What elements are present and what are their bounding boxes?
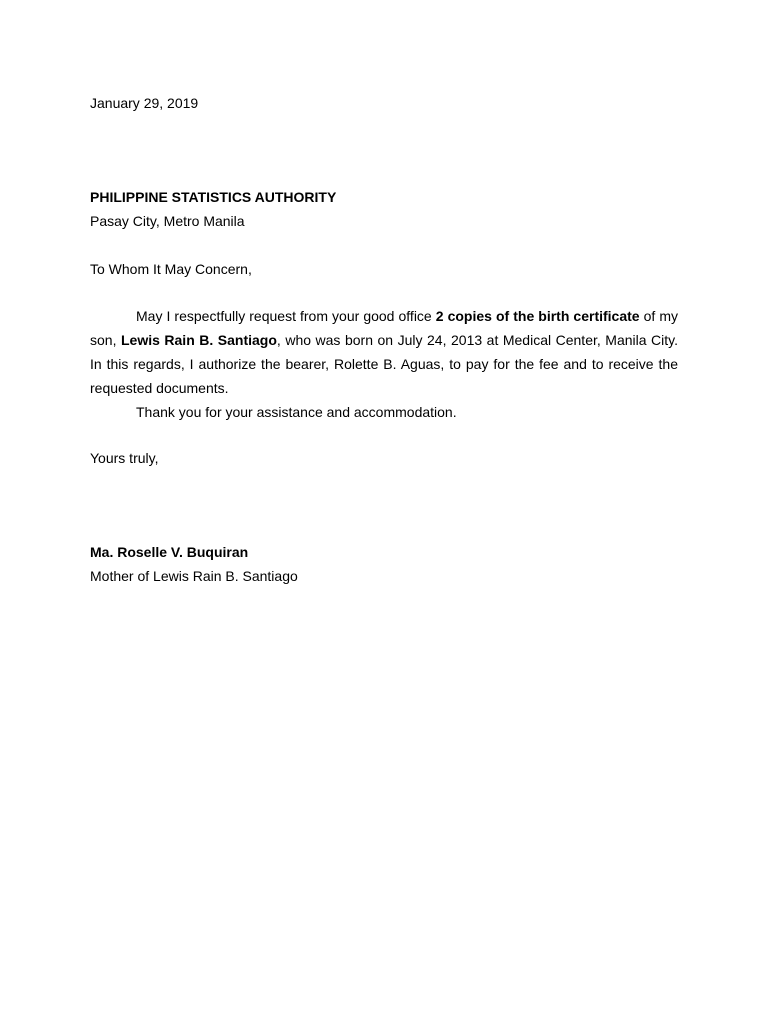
paragraph-text: of my son, bbox=[90, 308, 678, 348]
signatory-name: Ma. Roselle V. Buquiran bbox=[90, 544, 249, 560]
signatory-title: Mother of Lewis Rain B. Santiago bbox=[90, 568, 298, 584]
requested-item: 2 copies of the birth certificate bbox=[435, 308, 640, 324]
recipient-address: Pasay City, Metro Manila bbox=[90, 213, 245, 229]
letter-body bbox=[90, 304, 678, 424]
salutation: To Whom It May Concern, bbox=[90, 261, 252, 277]
child-name: Lewis Rain B. Santiago bbox=[120, 332, 277, 348]
body-paragraph-request bbox=[90, 304, 678, 400]
letter-date: January 29, 2019 bbox=[90, 95, 199, 111]
recipient-name: PHILIPPINE STATISTICS AUTHORITY bbox=[90, 189, 337, 205]
paragraph-text: , who was born on July 24, 2013 at Medical Center, Manila City. In this regards, I authorize the bearer, Rolette B. Aguas, to pay for the fee and to receive the requested documents. bbox=[90, 332, 679, 396]
body-paragraph-thanks: Thank you for your assistance and accommodation. bbox=[136, 404, 457, 420]
paragraph-text: May I respectfully request from your good office bbox=[136, 308, 436, 324]
closing: Yours truly, bbox=[90, 450, 159, 466]
